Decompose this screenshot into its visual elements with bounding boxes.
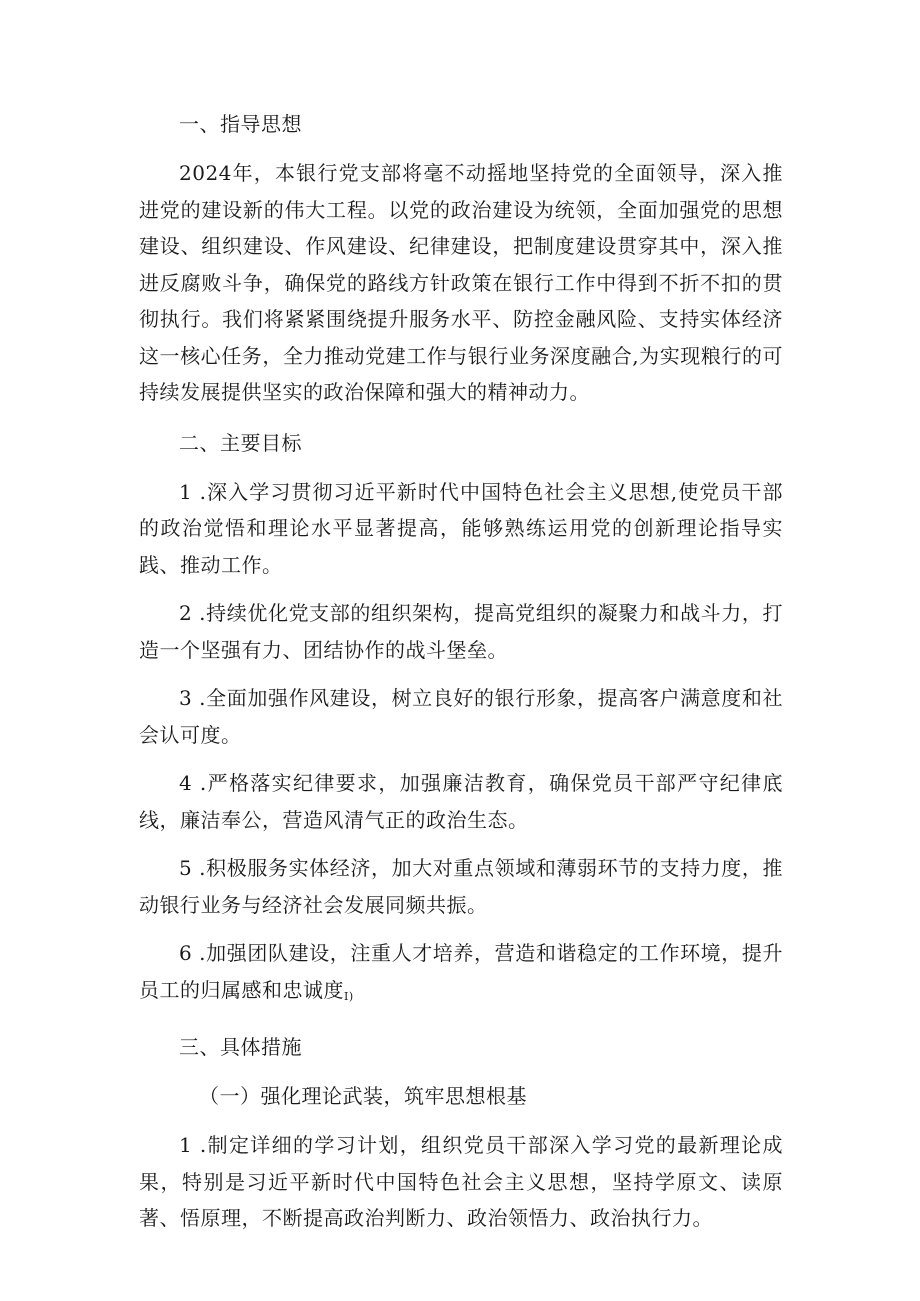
goal-item-2: 2 .持续优化党支部的组织架构，提高党组织的凝聚力和战斗力，打造一个坚强有力、团结协作的战斗堡垒。 [139, 601, 783, 662]
paragraph-guiding-thought: 2024年，本银行党支部将毫不动摇地坚持党的全面领导，深入推进党的建设新的伟大工程。以党的政治建设为统领，全面加强党的思想建设、组织建设、作风建设、纪律建设，把制度建设贯穿其中，深入推进反腐败斗争，确保党的路线方针政策在银行工作中得到不折不扣的贯彻执行。我们将紧紧围绕提升服务水平、防控金融风险、支持实体经济这一核心任务，全力推动党建工作与银行业务深度融合,为实现粮行的可持续发展提供坚实的政治保障和强大的精神动力。 [139, 161, 783, 404]
trailing-mark: I) [344, 989, 354, 1003]
section-heading-specific-measures: 三、具体措施 [179, 1035, 302, 1059]
goal-item-5: 5 .积极服务实体经济，加大对重点领域和薄弱环节的支持力度，推动银行业务与经济社会发展同频共振。 [139, 856, 783, 917]
goal-item-1: 1 .深入学习贯彻习近平新时代中国特色社会主义思想,使党员干部的政治觉悟和理论水平显著提高，能够熟练运用党的创新理论指导实践、推动工作。 [139, 479, 783, 577]
section-heading-guiding-thought: 一、指导思想 [179, 112, 302, 136]
goal-item-6 [139, 935, 783, 1015]
goal-item-4: 4 .严格落实纪律要求，加强廉洁教育，确保党员干部严守纪律底线，廉洁奉公，营造风清气正的政治生态。 [139, 771, 783, 832]
section-heading-main-goals: 二、主要目标 [179, 430, 302, 455]
measure-item-1: 1 .制定详细的学习计划，组织党员干部深入学习党的最新理论成果，特别是习近平新时代中国特色社会主义思想，坚持学原文、读原著、悟原理，不断提高政治判断力、政治领悟力、政治执行力。 [139, 1133, 783, 1230]
document-body [139, 106, 783, 1237]
goal-item-6-text: 6 .加强团队建设，注重人才培养，营造和谐稳定的工作环境，提升员工的归属感和忠诚度 [139, 941, 783, 1002]
subsection-heading-theory: （一）强化理论武装，筑牢思想根基 [199, 1084, 527, 1108]
goal-item-3: 3 .全面加强作风建设，树立良好的银行形象，提高客户满意度和社会认可度。 [139, 686, 783, 747]
